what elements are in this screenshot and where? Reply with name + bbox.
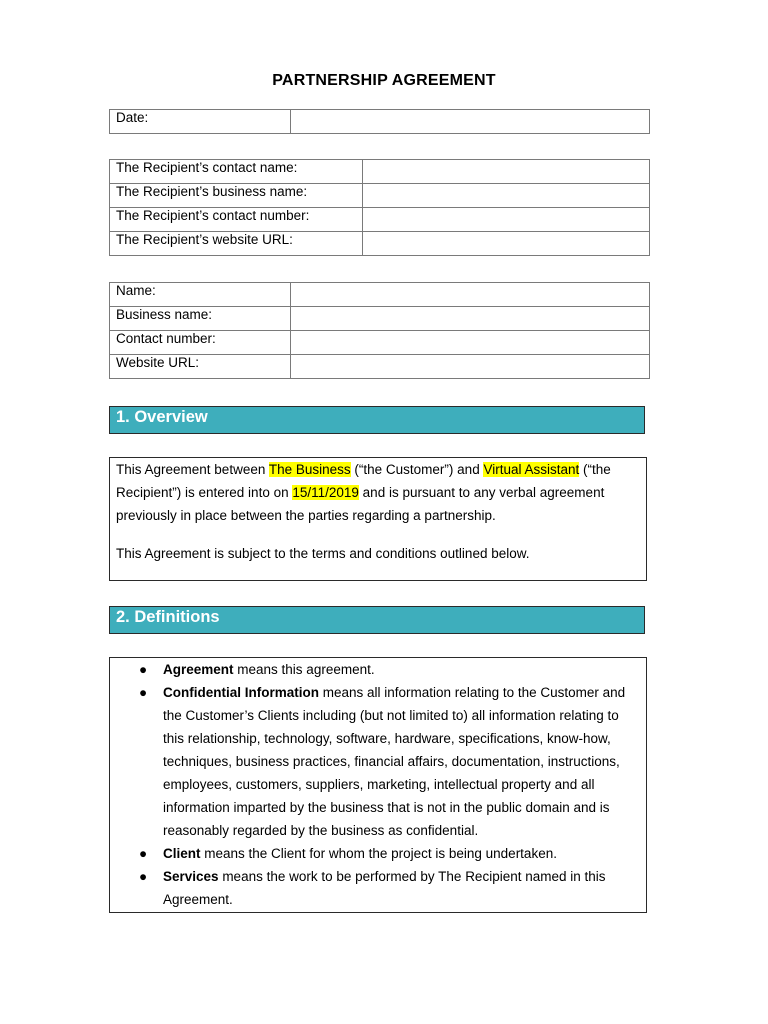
- bullet-icon: ●: [139, 685, 148, 700]
- website-url-label: Website URL:: [110, 355, 291, 379]
- recipient-name-highlight: Virtual Assistant: [483, 462, 580, 477]
- bullet-icon: ●: [139, 869, 148, 884]
- table-row: [110, 331, 650, 355]
- recipient-contact-name-label: The Recipient’s contact name:: [110, 160, 363, 184]
- table-row: [110, 307, 650, 331]
- definitions-list: [110, 658, 640, 911]
- table-row: [110, 184, 650, 208]
- recipient-contact-name-field[interactable]: [363, 160, 650, 184]
- customer-name-highlight: The Business: [268, 462, 351, 477]
- recipient-business-name-label: The Recipient’s business name:: [110, 184, 363, 208]
- table-row: [110, 355, 650, 379]
- document-title: PARTNERSHIP AGREEMENT: [272, 72, 496, 89]
- definition-text: means this agreement.: [233, 662, 375, 677]
- overview-text: (“the Customer”) and: [350, 462, 484, 477]
- definition-text: means all information relating to the Customer and the Customer’s Clients including (but not limited to) all information relating to this relationship, technology, software, hardware, specifications, know-how, techniques, business practices, financial affairs, documentation, instructions, employees, customers, suppliers, marketing, intellectual property and all information imparted by the business that is not in the public domain and is reasonably regarded by the business as confidential.: [163, 685, 626, 838]
- list-item: [110, 842, 640, 865]
- definitions-box: [109, 657, 647, 913]
- overview-text: (“the Recipient”) is entered into on: [116, 462, 611, 500]
- definitions-heading: 2. Definitions: [109, 606, 645, 634]
- list-item: [110, 681, 640, 842]
- overview-terms-paragraph: This Agreement is subject to the terms and conditions outlined below.: [116, 546, 530, 561]
- contact-number-label: Contact number:: [110, 331, 291, 355]
- definition-text: means the work to be performed by The Recipient named in this Agreement.: [163, 869, 606, 907]
- table-row: [110, 208, 650, 232]
- bullet-icon: ●: [139, 662, 148, 677]
- recipient-business-name-field[interactable]: [363, 184, 650, 208]
- recipient-contact-number-label: The Recipient’s contact number:: [110, 208, 363, 232]
- definition-term: Agreement: [163, 662, 234, 677]
- website-url-field[interactable]: [291, 355, 650, 379]
- business-name-field[interactable]: [291, 307, 650, 331]
- contact-number-field[interactable]: [291, 331, 650, 355]
- recipient-website-url-label: The Recipient’s website URL:: [110, 232, 363, 256]
- table-row: [110, 110, 650, 134]
- list-item: [110, 865, 640, 911]
- overview-paragraph: [116, 458, 640, 527]
- definition-text: means the Client for whom the project is being undertaken.: [200, 846, 557, 861]
- overview-text: This Agreement between: [116, 462, 269, 477]
- recipient-details-table: [109, 159, 650, 256]
- name-label: Name:: [110, 283, 291, 307]
- table-row: [110, 232, 650, 256]
- definition-term: Services: [163, 869, 219, 884]
- bullet-icon: ●: [139, 846, 148, 861]
- name-field[interactable]: [291, 283, 650, 307]
- definition-term: Confidential Information: [163, 685, 319, 700]
- date-label: Date:: [110, 110, 291, 134]
- table-row: [110, 283, 650, 307]
- overview-text: and is pursuant to any verbal agreement previously in place between the parties regarding a partnership.: [116, 485, 605, 523]
- list-item: [110, 658, 640, 681]
- date-table: [109, 109, 650, 134]
- agreement-date-highlight: 15/11/2019: [292, 485, 359, 500]
- overview-heading: 1. Overview: [109, 406, 645, 434]
- business-name-label: Business name:: [110, 307, 291, 331]
- date-field[interactable]: [291, 110, 650, 134]
- overview-box: [109, 457, 647, 581]
- definition-term: Client: [163, 846, 201, 861]
- own-details-table: [109, 282, 650, 379]
- recipient-contact-number-field[interactable]: [363, 208, 650, 232]
- table-row: [110, 160, 650, 184]
- recipient-website-url-field[interactable]: [363, 232, 650, 256]
